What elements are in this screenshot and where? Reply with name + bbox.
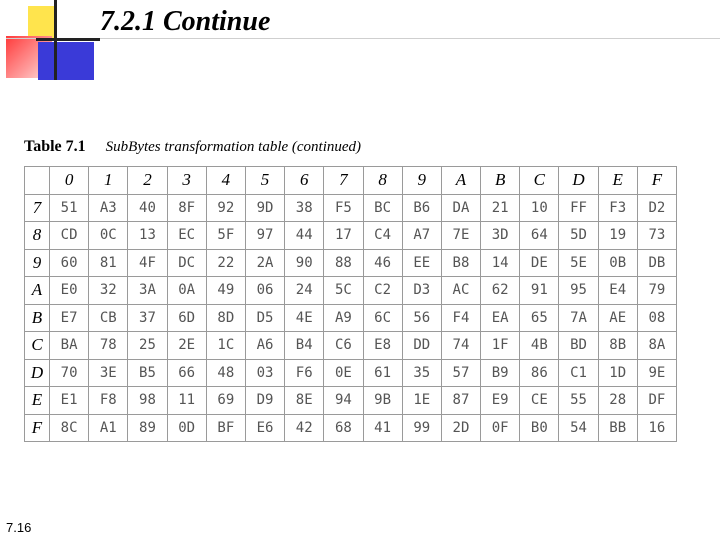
table-cell: B8 <box>441 249 480 277</box>
table-cell: 5E <box>559 249 598 277</box>
table-cell: A1 <box>89 414 128 442</box>
table-cell: DC <box>167 249 206 277</box>
table-cell: EC <box>167 222 206 250</box>
table-row <box>25 387 677 415</box>
table-cell: 61 <box>363 359 402 387</box>
table-cell: 7E <box>441 222 480 250</box>
table-cell: DD <box>402 332 441 360</box>
table-cell: BA <box>50 332 89 360</box>
table-cell: 35 <box>402 359 441 387</box>
table-cell: 14 <box>481 249 520 277</box>
column-header: A <box>441 167 480 195</box>
table-cell: 91 <box>520 277 559 305</box>
subbytes-table <box>24 166 677 442</box>
table-cell: B0 <box>520 414 559 442</box>
table-cell: 0C <box>89 222 128 250</box>
table-cell: 03 <box>245 359 284 387</box>
table-cell: A7 <box>402 222 441 250</box>
table-cell: 0D <box>167 414 206 442</box>
table-cell: E6 <box>245 414 284 442</box>
table-cell: 2E <box>167 332 206 360</box>
row-header: C <box>25 332 50 360</box>
column-header: F <box>637 167 676 195</box>
table-cell: 98 <box>128 387 167 415</box>
table-cell: 66 <box>167 359 206 387</box>
table-row <box>25 222 677 250</box>
row-header: 7 <box>25 194 50 222</box>
table-cell: 0A <box>167 277 206 305</box>
table-cell: 1C <box>206 332 245 360</box>
column-header: 7 <box>324 167 363 195</box>
table-cell: 6D <box>167 304 206 332</box>
decorative-vertical-line <box>54 0 57 80</box>
table-cell: FF <box>559 194 598 222</box>
table-cell: DF <box>637 387 676 415</box>
table-cell: 0F <box>481 414 520 442</box>
table-cell: F5 <box>324 194 363 222</box>
row-header: 8 <box>25 222 50 250</box>
decorative-blue-square <box>38 42 94 80</box>
column-header: E <box>598 167 637 195</box>
table-cell: CE <box>520 387 559 415</box>
table-cell: 8B <box>598 332 637 360</box>
table-cell: BF <box>206 414 245 442</box>
table-cell: 8E <box>285 387 324 415</box>
table-cell: F8 <box>89 387 128 415</box>
table-cell: 65 <box>520 304 559 332</box>
table-cell: 4E <box>285 304 324 332</box>
table-cell: 13 <box>128 222 167 250</box>
column-header: 3 <box>167 167 206 195</box>
table-cell: 9D <box>245 194 284 222</box>
decorative-dark-line <box>36 38 100 41</box>
table-cell: 89 <box>128 414 167 442</box>
table-cell: C4 <box>363 222 402 250</box>
table-cell: D5 <box>245 304 284 332</box>
table-row <box>25 414 677 442</box>
table-cell: 25 <box>128 332 167 360</box>
table-cell: 70 <box>50 359 89 387</box>
table-cell: E7 <box>50 304 89 332</box>
table-cell: 3E <box>89 359 128 387</box>
table-cell: BB <box>598 414 637 442</box>
table-cell: 68 <box>324 414 363 442</box>
table-cell: B4 <box>285 332 324 360</box>
table-cell: BD <box>559 332 598 360</box>
table-cell: AC <box>441 277 480 305</box>
table-cell: 0B <box>598 249 637 277</box>
table-cell: 3A <box>128 277 167 305</box>
table-cell: 2A <box>245 249 284 277</box>
table-cell: 19 <box>598 222 637 250</box>
table-cell: 56 <box>402 304 441 332</box>
slide-number: 7.16 <box>6 520 32 535</box>
table-cell: A3 <box>89 194 128 222</box>
row-header: A <box>25 277 50 305</box>
table-header-row <box>25 167 677 195</box>
table-cell: C1 <box>559 359 598 387</box>
table-cell: 3D <box>481 222 520 250</box>
table-cell: 92 <box>206 194 245 222</box>
table-cell: 21 <box>481 194 520 222</box>
column-header: 6 <box>285 167 324 195</box>
table-cell: DA <box>441 194 480 222</box>
table-row <box>25 249 677 277</box>
table-cell: 87 <box>441 387 480 415</box>
table-cell: AE <box>598 304 637 332</box>
table-cell: 40 <box>128 194 167 222</box>
table-cell: 10 <box>520 194 559 222</box>
table-cell: 60 <box>50 249 89 277</box>
table-caption <box>24 138 361 156</box>
row-header: 9 <box>25 249 50 277</box>
table-caption-text: SubBytes transformation table (continued) <box>105 139 362 155</box>
table-cell: 69 <box>206 387 245 415</box>
table-cell: 7A <box>559 304 598 332</box>
table-cell: 55 <box>559 387 598 415</box>
table-cell: 79 <box>637 277 676 305</box>
table-cell: 73 <box>637 222 676 250</box>
table-cell: 38 <box>285 194 324 222</box>
table-cell: 64 <box>520 222 559 250</box>
table-cell: A9 <box>324 304 363 332</box>
row-header: B <box>25 304 50 332</box>
table-cell: B9 <box>481 359 520 387</box>
table-cell: 1F <box>481 332 520 360</box>
table-cell: 90 <box>285 249 324 277</box>
table-cell: DB <box>637 249 676 277</box>
table-cell: 49 <box>206 277 245 305</box>
table-cell: EA <box>481 304 520 332</box>
table-cell: 48 <box>206 359 245 387</box>
table-cell: 42 <box>285 414 324 442</box>
table-cell: B6 <box>402 194 441 222</box>
table-cell: 24 <box>285 277 324 305</box>
table-cell: F6 <box>285 359 324 387</box>
table-cell: E9 <box>481 387 520 415</box>
table-cell: CD <box>50 222 89 250</box>
table-cell: D9 <box>245 387 284 415</box>
column-header: 4 <box>206 167 245 195</box>
table-cell: A6 <box>245 332 284 360</box>
table-cell: B5 <box>128 359 167 387</box>
table-cell: 06 <box>245 277 284 305</box>
column-header: 1 <box>89 167 128 195</box>
table-cell: C6 <box>324 332 363 360</box>
table-label: Table 7.1 <box>24 138 86 155</box>
table-row <box>25 194 677 222</box>
table-cell: 95 <box>559 277 598 305</box>
table-cell: E0 <box>50 277 89 305</box>
table-cell: 99 <box>402 414 441 442</box>
slide-title: 7.2.1 Continue <box>100 6 271 37</box>
table-cell: 8F <box>167 194 206 222</box>
table-cell: 32 <box>89 277 128 305</box>
table-cell: 37 <box>128 304 167 332</box>
table-cell: 5C <box>324 277 363 305</box>
table-cell: 62 <box>481 277 520 305</box>
table-cell: 0E <box>324 359 363 387</box>
table-cell: CB <box>89 304 128 332</box>
table-cell: 2D <box>441 414 480 442</box>
table-cell: E4 <box>598 277 637 305</box>
title-underline <box>6 38 720 39</box>
table-cell: F4 <box>441 304 480 332</box>
table-cell: 88 <box>324 249 363 277</box>
table-cell: F3 <box>598 194 637 222</box>
table-corner-cell <box>25 167 50 195</box>
column-header: C <box>520 167 559 195</box>
table-cell: E1 <box>50 387 89 415</box>
table-cell: 81 <box>89 249 128 277</box>
table-cell: 8C <box>50 414 89 442</box>
table-cell: 41 <box>363 414 402 442</box>
table-cell: 78 <box>89 332 128 360</box>
table-cell: D3 <box>402 277 441 305</box>
table-cell: 51 <box>50 194 89 222</box>
column-header: 9 <box>402 167 441 195</box>
table-cell: 22 <box>206 249 245 277</box>
table-cell: 6C <box>363 304 402 332</box>
table-cell: 1D <box>598 359 637 387</box>
table-row <box>25 304 677 332</box>
column-header: 8 <box>363 167 402 195</box>
table-cell: 54 <box>559 414 598 442</box>
table-row <box>25 277 677 305</box>
table-cell: 16 <box>637 414 676 442</box>
table-body <box>25 194 677 442</box>
table-cell: E8 <box>363 332 402 360</box>
table-cell: 8A <box>637 332 676 360</box>
column-header: D <box>559 167 598 195</box>
table-cell: 86 <box>520 359 559 387</box>
decorative-yellow-square <box>28 6 56 40</box>
table-cell: 74 <box>441 332 480 360</box>
table-cell: 5F <box>206 222 245 250</box>
row-header: E <box>25 387 50 415</box>
table-cell: C2 <box>363 277 402 305</box>
table-cell: DE <box>520 249 559 277</box>
table-cell: 46 <box>363 249 402 277</box>
table-row <box>25 359 677 387</box>
table-cell: 97 <box>245 222 284 250</box>
row-header: F <box>25 414 50 442</box>
table-cell: D2 <box>637 194 676 222</box>
table-cell: 4F <box>128 249 167 277</box>
column-header: 0 <box>50 167 89 195</box>
column-header: B <box>481 167 520 195</box>
table-cell: 94 <box>324 387 363 415</box>
table-cell: 57 <box>441 359 480 387</box>
table-cell: BC <box>363 194 402 222</box>
table-cell: 8D <box>206 304 245 332</box>
table-cell: 4B <box>520 332 559 360</box>
column-header: 2 <box>128 167 167 195</box>
table-cell: 1E <box>402 387 441 415</box>
table-cell: 17 <box>324 222 363 250</box>
table-cell: 9B <box>363 387 402 415</box>
table-row <box>25 332 677 360</box>
table-cell: 5D <box>559 222 598 250</box>
table-cell: 08 <box>637 304 676 332</box>
table-cell: EE <box>402 249 441 277</box>
table-cell: 9E <box>637 359 676 387</box>
table-cell: 11 <box>167 387 206 415</box>
row-header: D <box>25 359 50 387</box>
table-cell: 44 <box>285 222 324 250</box>
column-header: 5 <box>245 167 284 195</box>
table-cell: 28 <box>598 387 637 415</box>
